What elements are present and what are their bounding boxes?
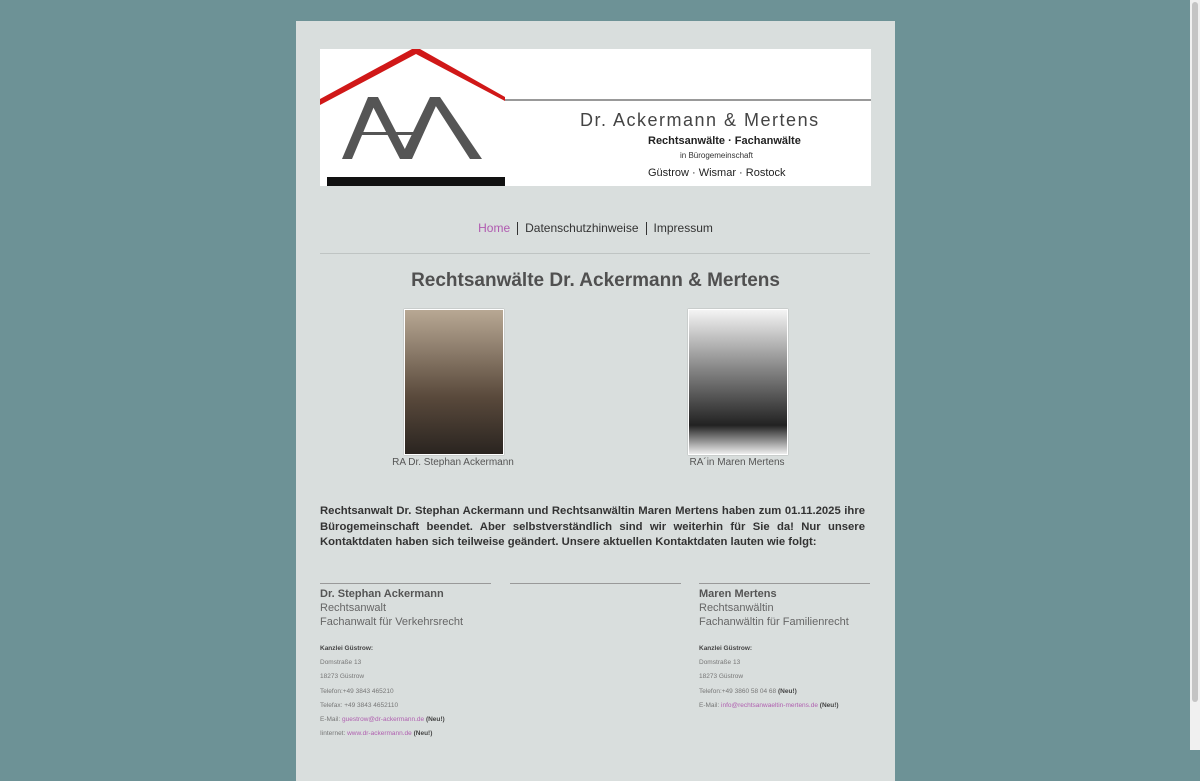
page-container [296,21,895,781]
email-link[interactable]: info@rechtsanwaeltin-mertens.de [721,701,818,709]
photo-mertens [688,309,788,455]
new-badge: (Neu!) [777,687,797,695]
nav-impressum[interactable]: Impressum [653,221,713,235]
contact-ackermann [320,583,491,741]
svg-text:Rechtsanwälte · Fachanwälte: Rechtsanwälte · Fachanwälte [648,135,801,147]
contact-role: Rechtsanwältin [699,602,774,614]
logo [320,49,871,186]
nav-datenschutz[interactable]: Datenschutzhinweise [525,221,639,235]
street: Domstraße 13 [320,659,362,667]
contact-name: Dr. Stephan Ackermann [320,588,444,600]
photo-ackermann [404,309,504,455]
email-label: E-Mail: [699,701,722,709]
web-label: Iinternet: [320,730,348,738]
intro-text: Rechtsanwalt Dr. Stephan Ackermann und Rechtsanwältin Maren Mertens haben zum 01.11.2025 ihre Bürogemeinschaft beendet. Aber selbstverständlich sind wir weiterhin für Sie da! Nur unsere Kontaktdaten haben sich teilweise geändert. Unsere aktuellen Kontaktdaten lauten wie folgt: [320,505,865,548]
scrollbar-thumb[interactable] [1192,2,1198,702]
contact-mertens [699,583,870,713]
svg-text:Dr. Ackermann & Mertens: Dr. Ackermann & Mertens [580,110,820,130]
contact-role: Rechtsanwalt [320,602,387,614]
main-nav [296,221,895,235]
contact-specialty: Fachanwalt für Verkehrsrecht [320,616,464,628]
nav-home[interactable]: Home [478,221,511,235]
new-badge: (Neu!) [413,730,433,738]
office-label: Kanzlei Güstrow: [699,645,753,652]
contact-empty [510,583,681,584]
phone: Telefon:+49 3843 465210 [320,687,394,695]
contact-specialty: Fachanwältin für Familienrecht [699,616,849,628]
caption-ackermann: RA Dr. Stephan Ackermann [392,457,514,468]
new-badge: (Neu!) [425,716,445,724]
web-link[interactable]: www.dr-ackermann.de [347,730,412,738]
office-label: Kanzlei Güstrow: [320,645,374,652]
city: 18273 Güstrow [699,673,744,681]
street: Domstraße 13 [699,659,741,667]
new-badge: (Neu!) [819,701,839,709]
phone: Telefon:+49 3860 58 04 68 [699,687,777,695]
city: 18273 Güstrow [320,673,365,681]
contact-name: Maren Mertens [699,588,777,600]
page-title: Rechtsanwälte Dr. Ackermann & Mertens [411,270,780,291]
caption-mertens: RA´in Maren Mertens [689,457,785,468]
header-banner [320,49,871,186]
svg-text:Güstrow · Wismar · Rostock: Güstrow · Wismar · Rostock [648,167,786,179]
email-link[interactable]: guestrow@dr-ackermann.de [342,716,425,724]
fax: Telefax: +49 3843 4652110 [320,701,399,709]
svg-text:in Bürogemeinschaft: in Bürogemeinschaft [680,151,753,160]
email-label: E-Mail: [320,716,343,724]
scrollbar[interactable] [1190,0,1200,750]
divider [320,253,870,254]
